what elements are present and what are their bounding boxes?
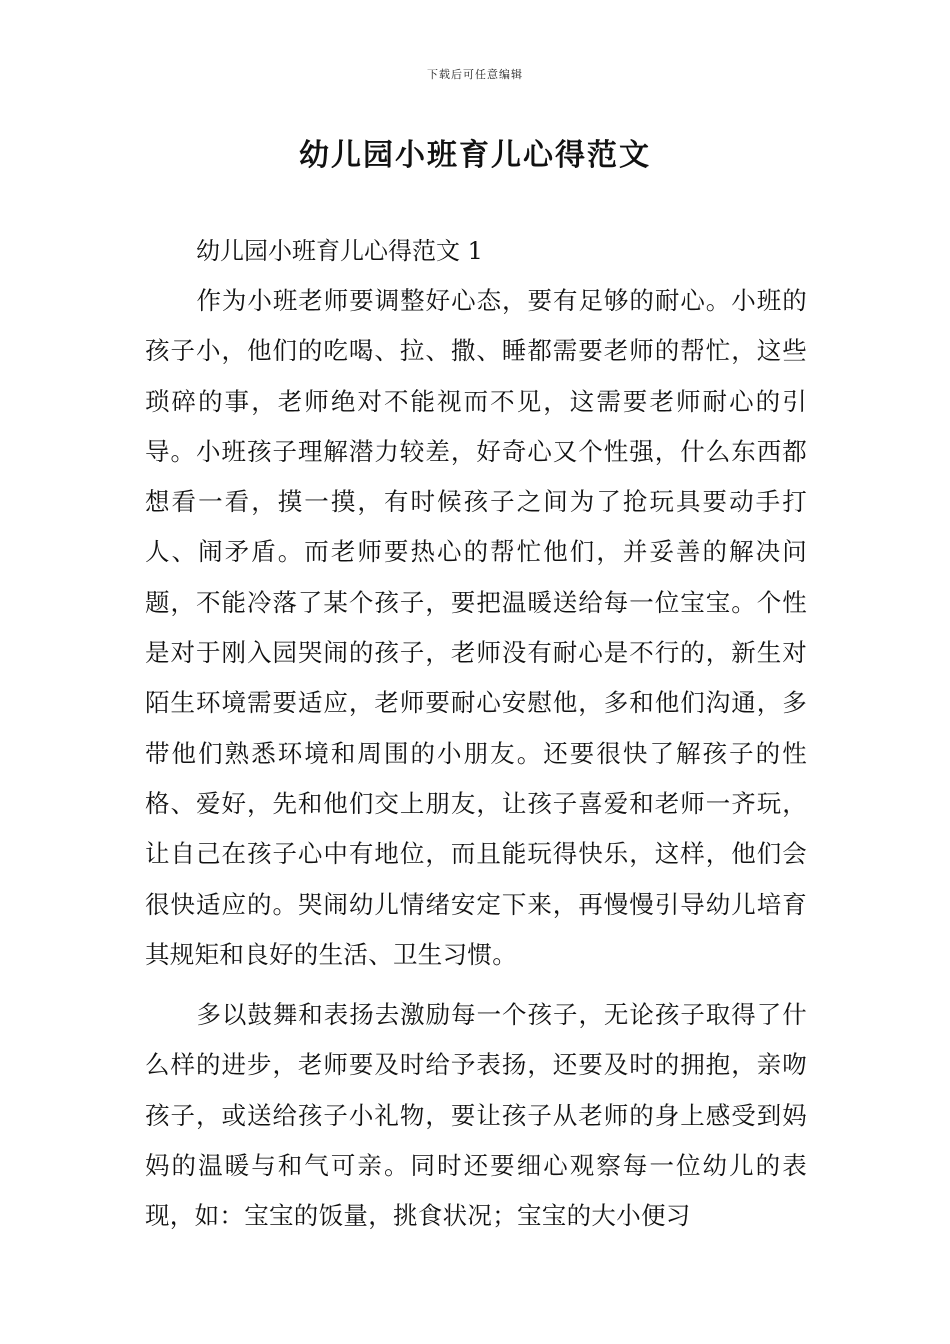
document-title: 幼儿园小班育儿心得范文 bbox=[299, 138, 651, 173]
paragraph-1: 作为小班老师要调整好心态，要有足够的耐心。小班的孩子小，他们的吃喝、拉、撒、睡都需要老师的帮忙，这些琐碎的事，老师绝对不能视而不见，这需要老师耐心的引导。小班孩子理解潜力较差，好奇心又个性强，什么东西都想看一看，摸一摸，有时候孩子之间为了抢玩具要动手打人、闹矛盾。而老师要热心的帮忙他们，并妥善的解决问题，不能冷落了某个孩子，要把温暖送给每一位宝宝。个性是对于刚入园哭闹的孩子，老师没有耐心是不行的，新生对陌生环境需要适应，老师要耐心安慰他，多和他们沟通，多带他们熟悉环境和周围的小朋友。还要很快了解孩子的性格、爱好，先和他们交上朋友，让孩子喜爱和老师一齐玩，让自己在孩子心中有地位，而且能玩得快乐，这样，他们会很快适应的。哭闹幼儿情绪安定下来，再慢慢引导幼儿培育其规矩和良好的生活、卫生习惯。 bbox=[145, 286, 807, 969]
header-note: 下载后可任意编辑 bbox=[427, 68, 523, 81]
paragraph-2: 多以鼓舞和表扬去激励每一个孩子，无论孩子取得了什么样的进步，老师要及时给予表扬，还要及时的拥抱，亲吻孩子，或送给孩子小礼物，要让孩子从老师的身上感受到妈妈的温暖与和气可亲。同时还要细心观察每一位幼儿的表现，如：宝宝的饭量，挑食状况；宝宝的大小便习 bbox=[145, 1000, 807, 1231]
section-heading: 幼儿园小班育儿心得范文 1 bbox=[196, 237, 483, 265]
document-body bbox=[145, 226, 807, 1252]
